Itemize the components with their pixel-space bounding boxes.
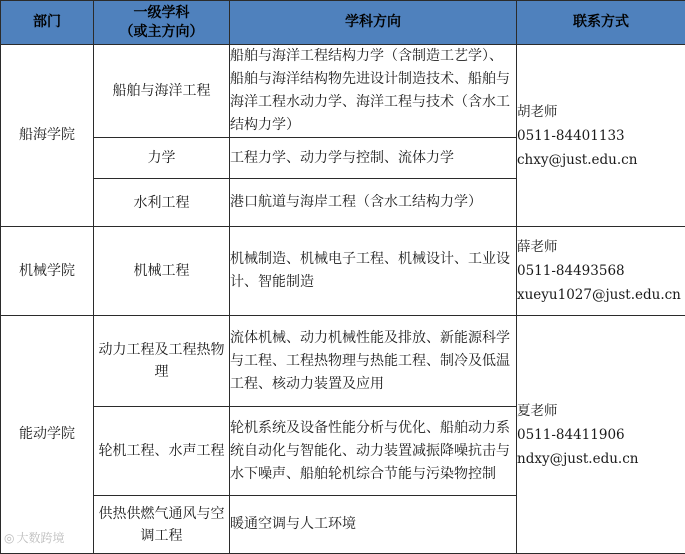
direction-cell: 港口航道与海岸工程（含水工结构力学）: [230, 179, 517, 227]
watermark: [4, 529, 65, 546]
subject-cell: 水利工程: [94, 179, 230, 227]
header-direction: 学科方向: [230, 1, 517, 45]
contact-phone: 0511-84493568: [517, 259, 685, 283]
subject-cell: 机械工程: [94, 227, 230, 316]
contact-email: ndxy@just.edu.cn: [517, 447, 685, 471]
table-row: [1, 316, 685, 407]
direction-cell: 暖通空调与人工环境: [230, 496, 517, 554]
direction-cell: 船舶与海洋工程结构力学（含制造工艺学）、船舶与海洋结构物先进设计制造技术、船舶与海洋工程水动力学、海洋工程与技术（含水工结构力学）: [230, 45, 517, 138]
direction-cell: 流体机械、动力机械性能及排放、新能源科学与工程、工程热物理与热能工程、制冷及低温工程、核动力装置及应用: [230, 316, 517, 407]
table-row: [1, 227, 685, 316]
header-subject-line1: 一级学科: [94, 4, 229, 23]
header-dept: 部门: [1, 1, 94, 45]
contact-email: xueyu1027@just.edu.cn: [517, 283, 685, 307]
subject-cell: 供热供燃气通风与空调工程: [94, 496, 230, 554]
contact-email: chxy@just.edu.cn: [517, 148, 685, 172]
contact-cell: [517, 227, 685, 316]
watermark-logo-icon: ◎: [4, 531, 14, 545]
subject-cell: 力学: [94, 138, 230, 179]
direction-cell: 工程力学、动力学与控制、流体力学: [230, 138, 517, 179]
table-row: [1, 45, 685, 138]
dept-cell: 能动学院: [1, 316, 94, 554]
subject-cell: 动力工程及工程热物理: [94, 316, 230, 407]
direction-cell: 轮机系统及设备性能分析与优化、船舶动力系统自动化与智能化、动力装置减振降噪抗击与水下噪声、船舶轮机综合节能与污染物控制: [230, 407, 517, 496]
watermark-text: 大数跨境: [16, 531, 64, 545]
header-contact: 联系方式: [517, 1, 685, 45]
contact-name: 薛老师: [517, 235, 685, 259]
dept-cell: 机械学院: [1, 227, 94, 316]
header-subject-line2: （或主方向）: [94, 23, 229, 42]
direction-cell: 机械制造、机械电子工程、机械设计、工业设计、智能制造: [230, 227, 517, 316]
contact-name: 夏老师: [517, 399, 685, 423]
contact-name: 胡老师: [517, 100, 685, 124]
subject-cell: 船舶与海洋工程: [94, 45, 230, 138]
contact-phone: 0511-84411906: [517, 423, 685, 447]
contact-phone: 0511-84401133: [517, 124, 685, 148]
header-row: [1, 1, 685, 45]
header-subject: [94, 1, 230, 45]
contact-cell: [517, 45, 685, 227]
subject-cell: 轮机工程、水声工程: [94, 407, 230, 496]
dept-cell: 船海学院: [1, 45, 94, 227]
contact-cell: [517, 316, 685, 554]
